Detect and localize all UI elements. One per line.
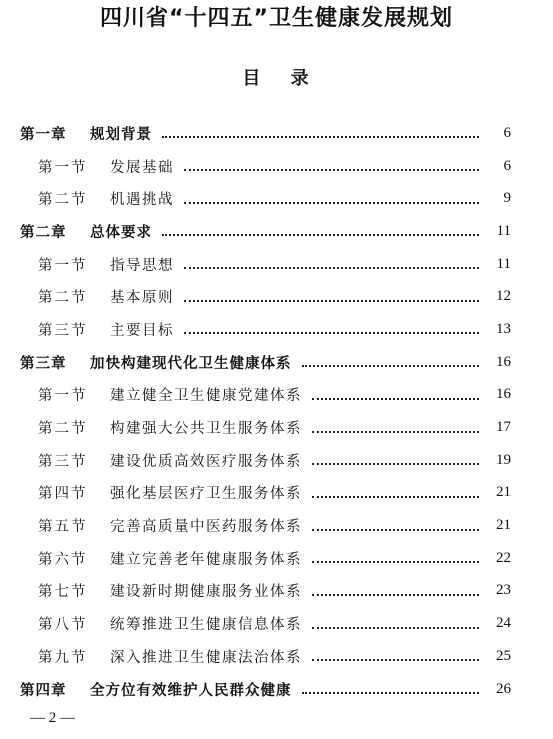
toc-section-row <box>0 575 553 608</box>
toc-chapter-row <box>0 673 553 706</box>
toc-entry-page: 21 <box>496 484 511 501</box>
toc-entry-label: 第三节 <box>38 322 88 339</box>
toc-entry-page: 12 <box>496 288 511 305</box>
dot-leader <box>184 202 479 204</box>
toc-entry-page: 19 <box>496 451 511 468</box>
toc-entry-label: 第二章 <box>20 224 67 241</box>
toc-entry-label: 第三节 <box>38 453 88 470</box>
toc-entry-page: 21 <box>496 517 511 534</box>
toc-entry-page: 26 <box>496 680 511 697</box>
toc-section-row <box>0 477 553 510</box>
toc-section-row <box>0 509 553 542</box>
toc-entry-page: 9 <box>503 190 511 207</box>
toc-entry-title: 建立健全卫生健康党建体系 <box>110 388 302 405</box>
dot-leader <box>184 267 479 269</box>
toc-entry-page: 13 <box>496 320 511 337</box>
toc-entry-page: 16 <box>496 353 511 370</box>
toc-entry-label: 第三章 <box>20 355 67 372</box>
toc-section-row <box>0 313 553 346</box>
toc-entry-page: 16 <box>496 386 511 403</box>
toc-section-row <box>0 444 553 477</box>
toc-entry-label: 第九节 <box>38 649 88 666</box>
dot-leader <box>312 496 479 498</box>
dot-leader <box>184 169 479 171</box>
dot-leader <box>312 431 479 433</box>
toc-entry-page: 17 <box>496 419 511 436</box>
toc-chapter-row <box>0 215 553 248</box>
toc-entry-label: 第二节 <box>38 192 88 209</box>
toc-entry-title: 规划背景 <box>90 126 152 143</box>
toc-entry-label: 第一节 <box>38 388 88 405</box>
toc-entry-label: 第八节 <box>38 617 88 634</box>
toc-entry-page: 6 <box>503 157 511 174</box>
toc-section-row <box>0 542 553 575</box>
toc-entry-title: 总体要求 <box>90 224 152 241</box>
toc-entry-title: 加快构建现代化卫生健康体系 <box>90 355 292 372</box>
toc-entry-page: 25 <box>496 647 511 664</box>
dot-leader <box>312 463 479 465</box>
toc-entry-page: 11 <box>496 222 511 239</box>
toc-entry-label: 第一章 <box>20 126 67 143</box>
toc-chapter-row <box>0 117 553 150</box>
toc-entry-title: 发展基础 <box>110 159 174 176</box>
dot-leader <box>312 561 479 563</box>
toc-section-row <box>0 379 553 412</box>
toc-section-row <box>0 182 553 215</box>
toc-entry-title: 建设优质高效医疗服务体系 <box>110 453 302 470</box>
toc-entry-page: 24 <box>496 615 511 632</box>
toc-entry-title: 建立完善老年健康服务体系 <box>110 551 302 568</box>
toc-entry-title: 统筹推进卫生健康信息体系 <box>110 617 302 634</box>
toc-entry-title: 建设新时期健康服务业体系 <box>110 584 302 601</box>
dot-leader <box>162 234 479 236</box>
toc-chapter-row <box>0 346 553 379</box>
toc-section-row <box>0 248 553 281</box>
toc-entry-title: 指导思想 <box>110 257 174 274</box>
toc-entry-title: 机遇挑战 <box>110 192 174 209</box>
dot-leader <box>312 627 479 629</box>
dot-leader <box>162 136 479 138</box>
toc-section-row <box>0 280 553 313</box>
toc-entry-title: 构建强大公共卫生服务体系 <box>110 421 302 438</box>
toc-section-row <box>0 607 553 640</box>
dot-leader <box>302 692 480 694</box>
toc-entry-title: 主要目标 <box>110 322 174 339</box>
dot-leader <box>312 659 479 661</box>
toc-heading: 目 录 <box>242 68 321 89</box>
toc-entry-label: 第一节 <box>38 257 88 274</box>
dot-leader <box>312 398 479 400</box>
toc-section-row <box>0 640 553 673</box>
toc-entry-label: 第二节 <box>38 421 88 438</box>
toc-entry-title: 完善高质量中医药服务体系 <box>110 519 302 536</box>
toc-section-row <box>0 411 553 444</box>
toc-entry-label: 第七节 <box>38 584 88 601</box>
toc-entry-page: 23 <box>496 582 511 599</box>
toc-entry-title: 基本原则 <box>110 290 174 307</box>
toc-entry-label: 第五节 <box>38 519 88 536</box>
document-title: 四川省“十四五”卫生健康发展规划 <box>100 6 453 31</box>
toc-section-row <box>0 150 553 183</box>
toc-entry-page: 22 <box>496 549 511 566</box>
table-of-contents <box>0 117 553 705</box>
toc-entry-title: 深入推进卫生健康法治体系 <box>110 649 302 666</box>
dot-leader <box>184 300 479 302</box>
dot-leader <box>312 594 479 596</box>
toc-entry-page: 11 <box>496 255 511 272</box>
toc-entry-label: 第四章 <box>20 682 67 699</box>
toc-entry-label: 第六节 <box>38 551 88 568</box>
toc-entry-title: 全方位有效维护人民群众健康 <box>90 682 292 699</box>
dot-leader <box>184 332 479 334</box>
toc-entry-label: 第四节 <box>38 486 88 503</box>
dot-leader <box>312 529 479 531</box>
toc-entry-label: 第一节 <box>38 159 88 176</box>
toc-entry-title: 强化基层医疗卫生服务体系 <box>110 486 302 503</box>
toc-entry-label: 第二节 <box>38 290 88 307</box>
page-number: — 2 — <box>30 710 75 726</box>
dot-leader <box>302 365 480 367</box>
toc-entry-page: 6 <box>503 124 511 141</box>
